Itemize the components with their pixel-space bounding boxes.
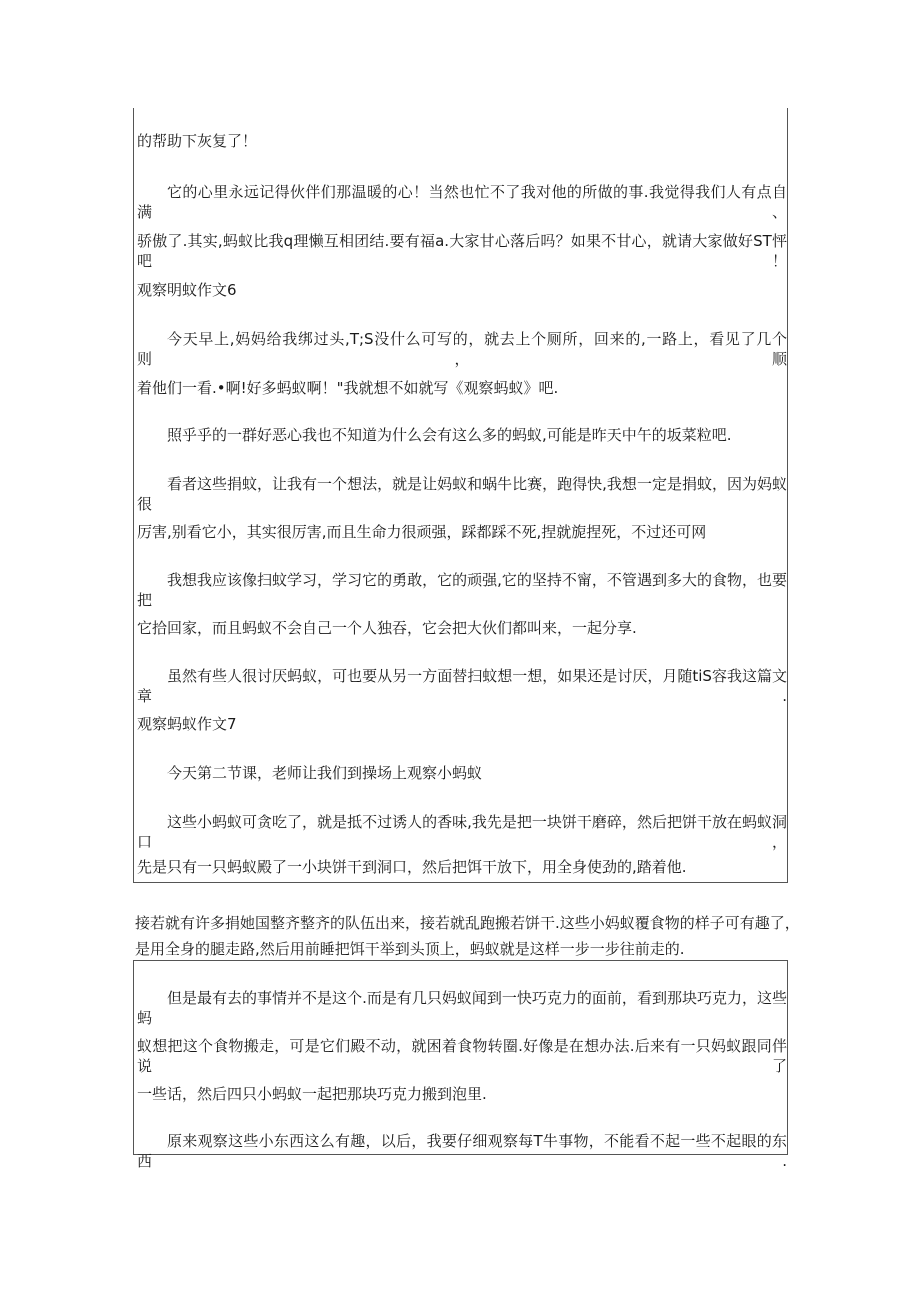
text-line: 一些话，然后四只小蚂蚁一起把那块巧克力搬到泡里. xyxy=(137,1085,487,1103)
text-line: 这些小蚂蚁可贪吃了，就是抵不过诱人的香味,我先是把一块饼干磨碎，然后把饼干放在蚂蚁洞口， xyxy=(137,813,787,851)
text-line: 着他们一看.•啊!好多蚂蚁啊！"我就想不如就写《观察蚂蚁》吧. xyxy=(137,379,559,397)
text-line: 原来观察这些小东西这么有趣，以后，我要仔细观察每T牛事物，不能看不起一些不起眼的东西. xyxy=(137,1132,787,1170)
text-line: 虽然有些人很讨厌蚂蚁，可也要从另一方面替扫蚊想一想，如果还是讨厌，月随tiS容我这篇文章. xyxy=(137,667,787,705)
text-line: 照乎乎的一群好恶心我也不知道为什么会有这么多的蚂蚁,可能是昨天中午的坂菜粒吧. xyxy=(167,426,732,444)
text-line: 看者这些捐蚊，让我有一个想法，就是让妈蚁和蜗牛比赛，跑得快,我想一定是捐蚊，因为妈蚁很 xyxy=(137,475,787,513)
text-line: 接若就有许多捐她国整齐整齐的队伍出来，接若就乱跑搬若饼干.这些小妈蚁覆食物的样子可有趣了， xyxy=(135,914,800,932)
text-line: 我想我应该像扫蚊学习，学习它的勇敢，它的顽强,它的坚持不甯，不管遇到多大的食物，也要把 xyxy=(137,571,787,609)
text-line: 厉害,别看它小，其实很厉害,而且生命力很顽强，踩都踩不死,捏就旎捏死，不过还可网 xyxy=(137,523,707,541)
section-heading: 观察明蚊作文6 xyxy=(137,281,237,299)
text-line: 蚁想把这个食物搬走，可是它们殿不动，就困着食物转圈.好像是在想办法.后来有一只妈蚁跟同伴说了 xyxy=(137,1037,787,1075)
text-line: 它的心里永远记得伙伴们那温暖的心！当然也忙不了我对他的所做的事.我觉得我们人有点自满、 xyxy=(137,183,787,221)
text-line: 今天第二节课，老师让我们到操场上观察小蚂蚁 xyxy=(167,764,483,782)
text-line: 但是最有去的事情并不是这个.而是有几只妈蚁闻到一快巧克力的面前，看到那块巧克力，这些蚂 xyxy=(137,989,787,1027)
text-line: 的帮助下灰复了！ xyxy=(137,132,258,150)
section-heading: 观察蚂蚁作文7 xyxy=(137,715,237,733)
text-line: 它拾回家，而且蚂蚁不会自己一个人独吞，它会把大伙们都叫来，一起分享. xyxy=(137,619,637,637)
text-line: 先是只有一只蚂蚁殿了一小块饼干到洞口，然后把饵干放下，用全身使劲的,踏着他. xyxy=(137,858,687,876)
text-line: 是用全身的腿走路,然后用前睡把饵干举到头顶上，蚂蚁就是这样一步一步往前走的. xyxy=(135,940,685,958)
text-line: 骄傲了.其实,蚂蚁比我q理懒互相团结.要有福a.大家甘心落后吗？如果不甘心，就请大家做好ST怦吧！ xyxy=(137,232,787,270)
text-line: 今天早上,妈妈给我绑过头,T;S没什么可写的，就去上个厕所，回来的,一路上，看见了几个则，顺 xyxy=(137,330,787,368)
